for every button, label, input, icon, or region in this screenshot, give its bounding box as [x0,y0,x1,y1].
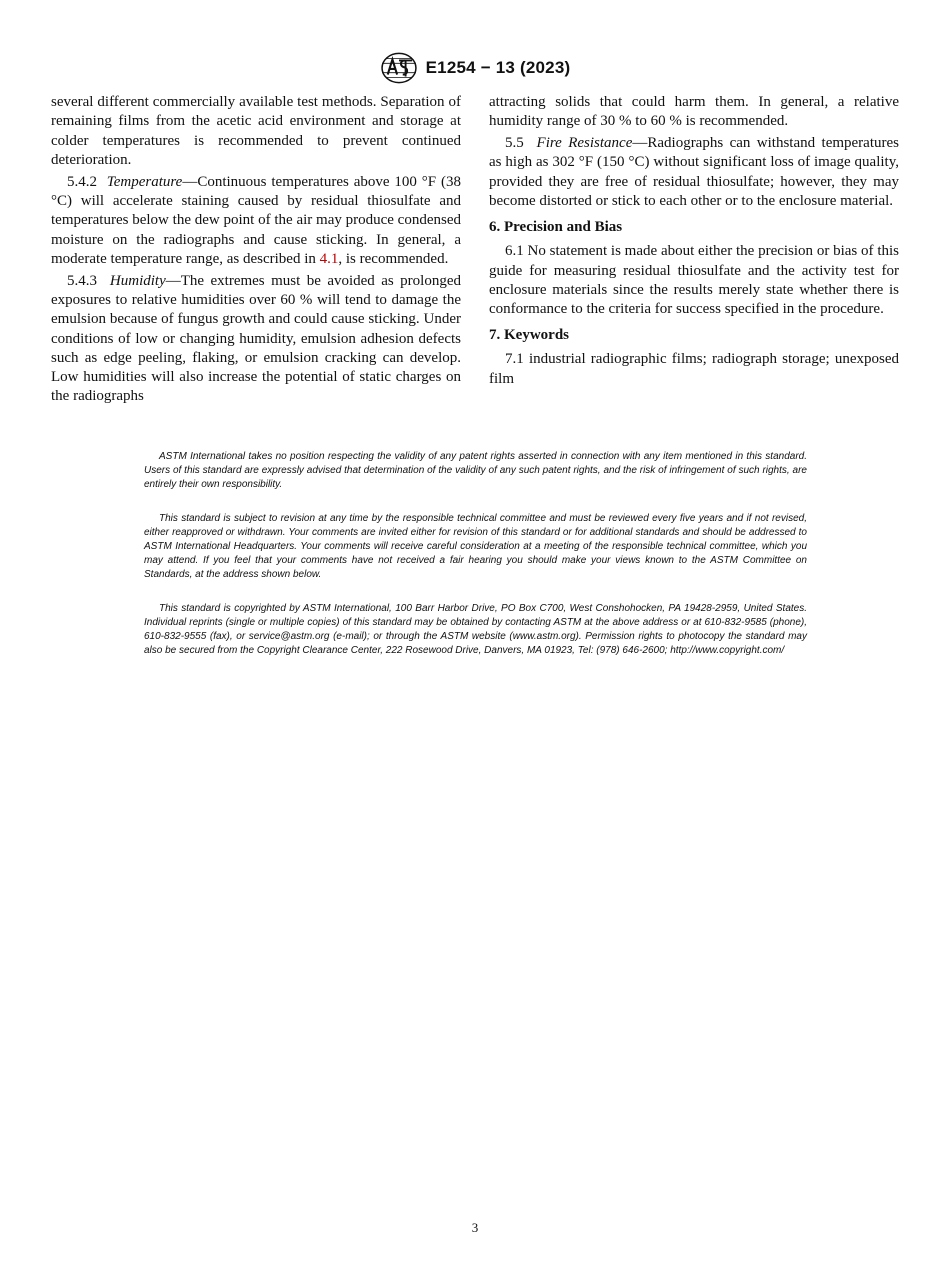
patent-notice: ASTM International takes no position respecting the validity of any patent rights asserted in connection with any item mentioned in this standard. Users of this standard are expressly advised that determination of the validity of any such patent rights, and the risk of infringement of such rights, are entirely their own responsibility. [144,451,807,491]
cross-reference-link[interactable]: 4.1 [319,250,339,267]
astm-logo-icon [380,52,418,84]
paragraph-5-4-1-continued: several different commercially available test methods. Separation of remaining films from the acetic acid environment and storage at colder temperatures is recommended to prevent continued deterioration. [51,94,461,168]
paragraph-6-1: 6.1 No statement is made about either the precision or bias of this guide for measuring residual thiosulfate and the activity test for enclosure materials since the results merely state whether there is conformance to the criteria for success specified in the procedure. [489,243,899,318]
paragraph-text: —The extremes must be avoided as prolonged exposures to relative humidities over 60 % will tend to damage the emulsion because of fungus growth and could cause sticking. Under conditions of low or changing humidity, emulsion adhesion defects such as edge peeling, flaking, or emulsion cracking can develop. Low humidities will also increase the potential of static charges on the radiographs [51,272,462,405]
astm-notices [144,450,807,677]
standard-designation: E1254 − 13 (2023) [425,58,571,77]
subsection-title: Fire Resistance [536,135,633,152]
paragraph-text: —Continuous temperatures above 100 °F (38 °C) will accelerate staining caused by residual thiosulfate and temperatures below the dew point of the air may produce condensed moisture on the radiographs and cause sticking. In general, a moderate temperature range, as described in [51,173,462,267]
paragraph-text: —Radiographs can withstand temperatures as high as 302 °F (150 °C) without significant loss of image quality, provided they are free of residual thiosulfate; however, they may become distorted or stick to each other or to the enclosure material. [489,135,899,209]
page-header [0,50,950,86]
section-number: 5.4.2 [67,173,97,190]
paragraph-text: , is recommended. [338,250,449,267]
left-column [51,93,461,409]
subsection-title: Temperature [106,173,183,190]
copyright-notice: This standard is copyrighted by ASTM International, 100 Barr Harbor Drive, PO Box C700, West Conshohocken, PA 19428-2959, United States. Individual reprints (single or multiple copies) of this standard may be obtained by contacting ASTM at the above address or at 610-832-9585 (phone), 610-832-9555 (fax), or service@astm.org (e-mail); or through the ASTM website (www.astm.org). Permission rights to photocopy the standard may also be secured from the Copyright Clearance Center, 222 Rosewood Drive, Danvers, MA 01923, Tel: (978) 646-2600; http://www.copyright.com/ [144,602,807,657]
paragraph-5-5 [489,134,899,211]
section-heading-precision-bias: 6. Precision and Bias [489,219,623,236]
right-column [489,93,899,392]
paragraph-7-1: 7.1 industrial radiographic films; radiograph storage; unexposed film [489,351,899,387]
paragraph-5-4-3 [51,272,461,407]
section-heading-keywords: 7. Keywords [489,327,569,344]
paragraph-5-4-2 [51,173,461,269]
subsection-title: Humidity [109,272,166,289]
page-number: 3 [471,1220,479,1235]
paragraph-5-4-3-continued: attracting solids that could harm them. In general, a relative humidity range of 30 % to 60 % is recommended. [489,94,899,130]
section-number: 5.5 [505,135,524,152]
revision-notice: This standard is subject to revision at any time by the responsible technical committee and must be reviewed every five years and if not revised, either reapproved or withdrawn. Your comments are invited either for revision of this standard or for additional standards and should be addressed to ASTM International Headquarters. Your comments will receive careful consideration at a meeting of the responsible technical committee, which you may attend. If you feel that your comments have not received a fair hearing you should make your views known to the ASTM Committee on Standards, at the address shown below. [144,512,807,581]
section-number: 5.4.3 [67,272,97,289]
